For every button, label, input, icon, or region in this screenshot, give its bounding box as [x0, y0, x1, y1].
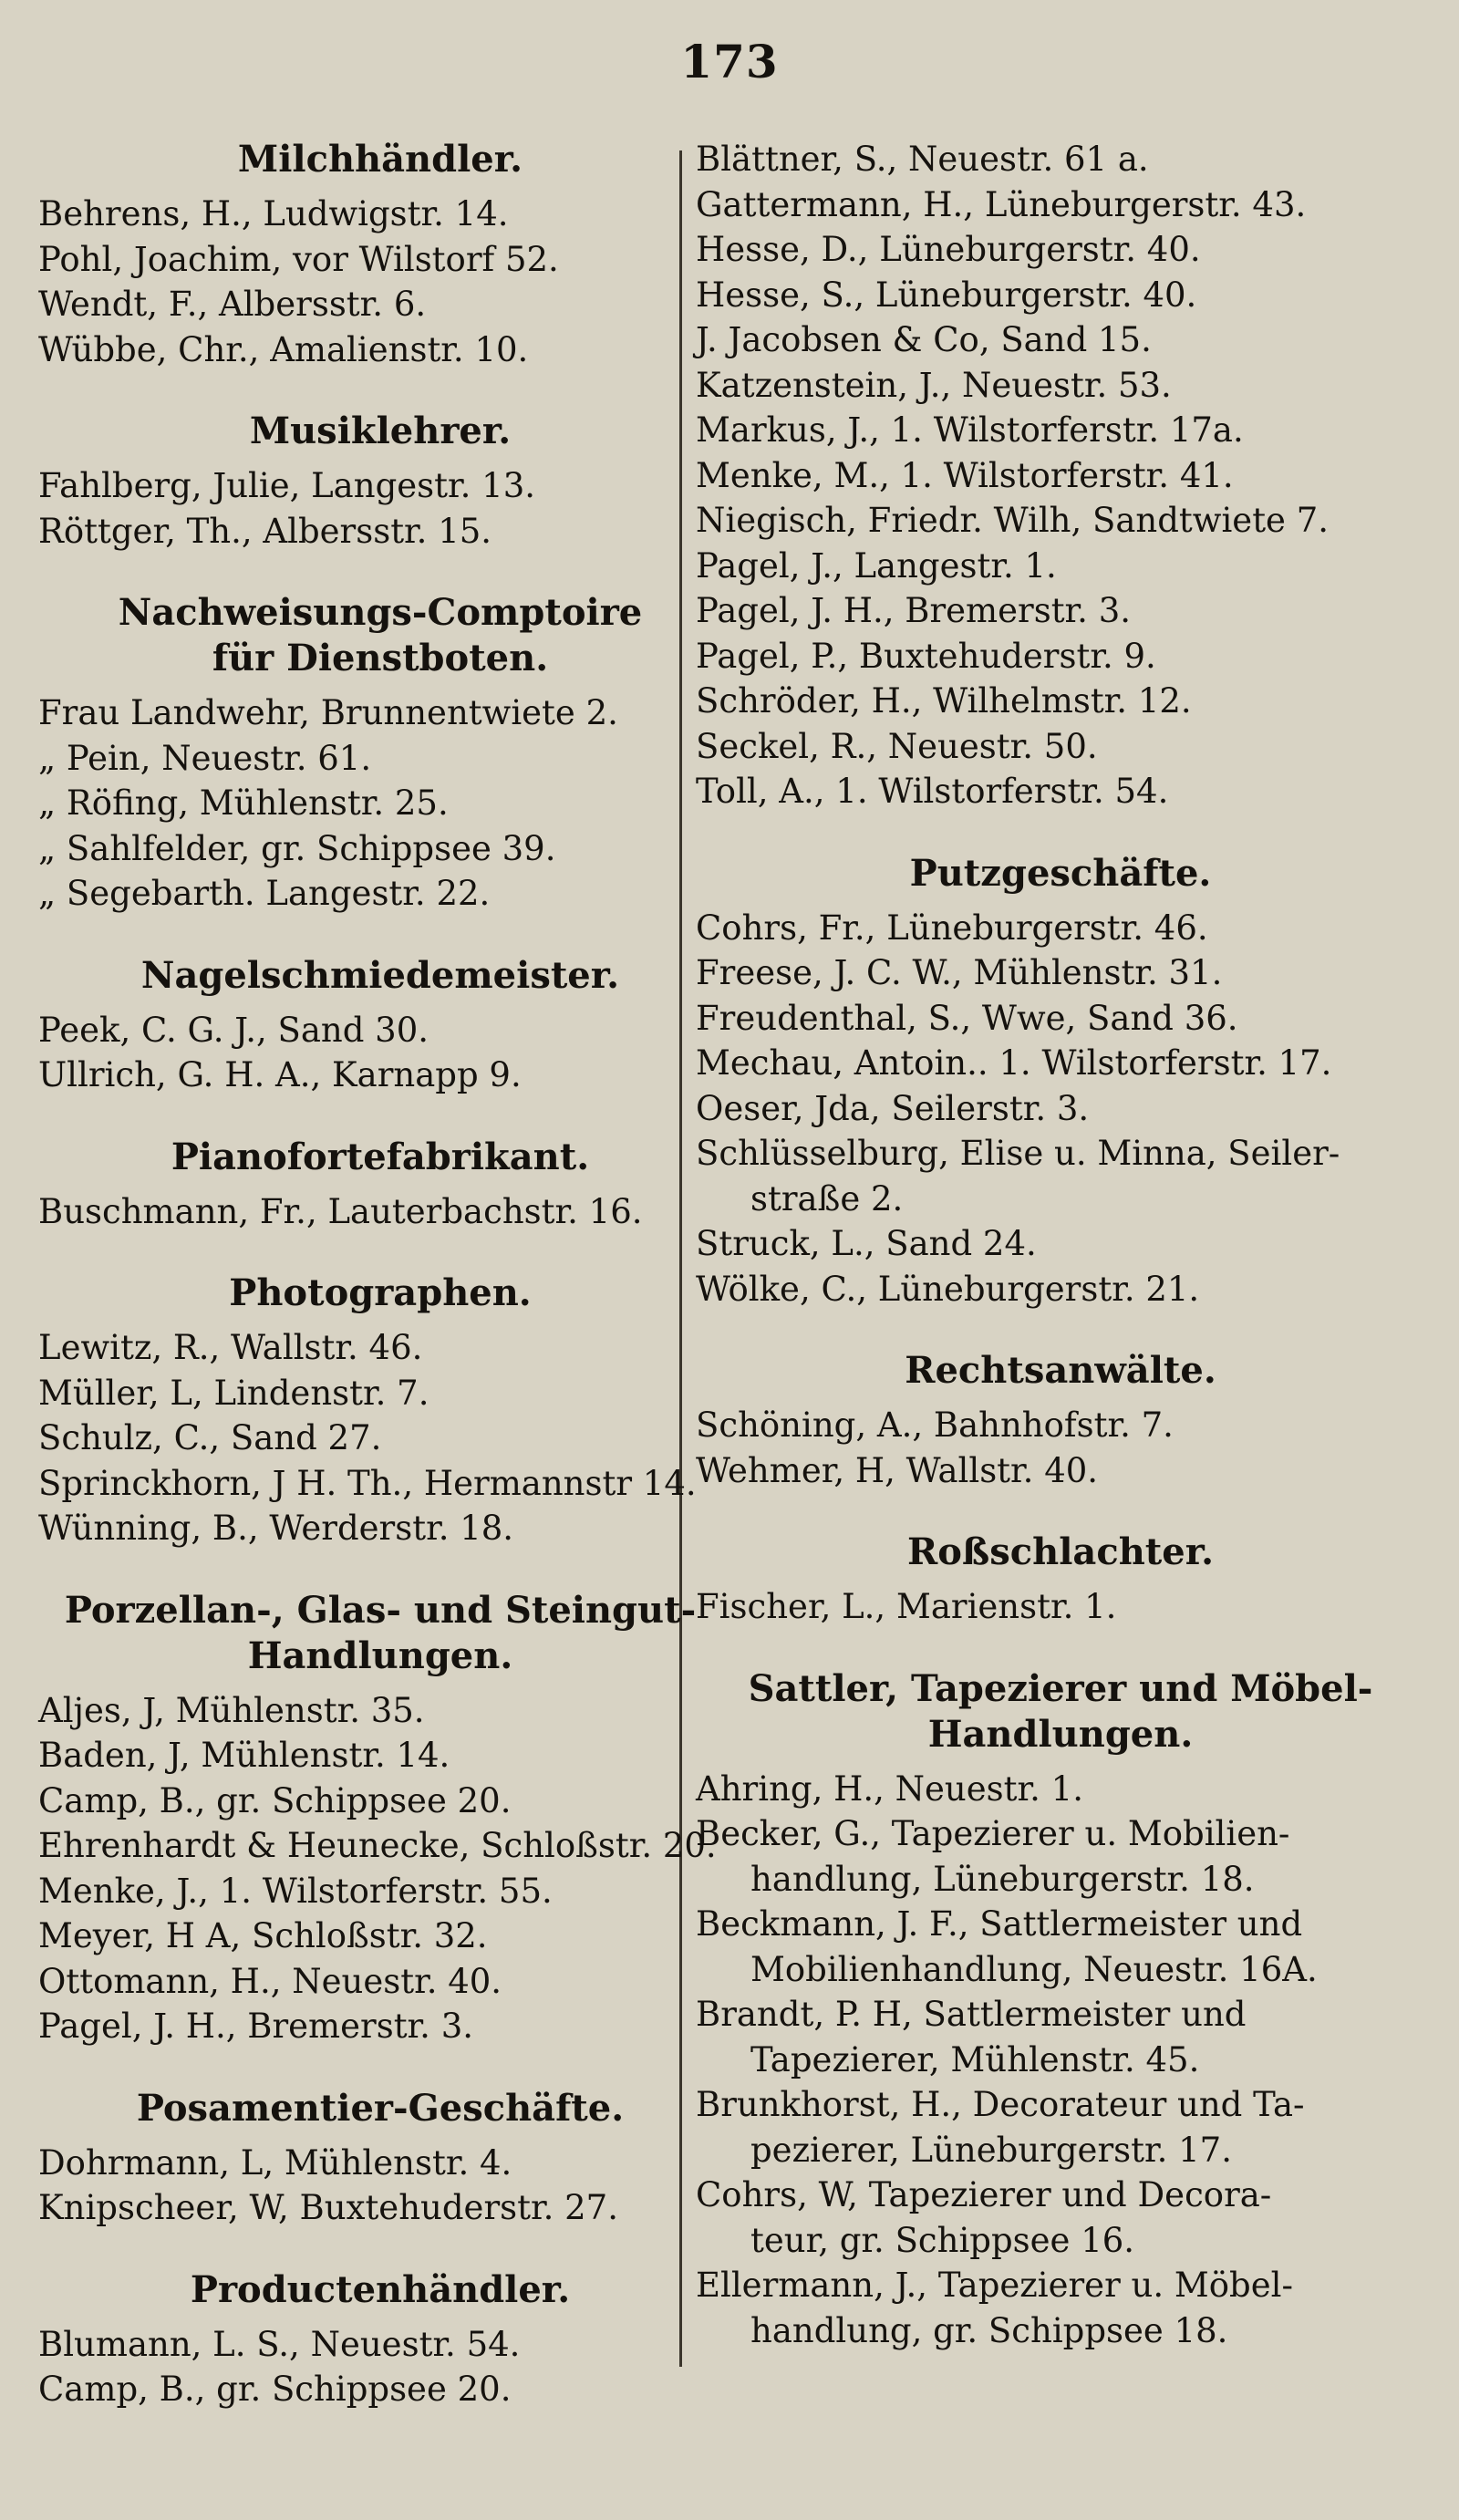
section-heading-line: Pianofortefabrikant.: [171, 1135, 590, 1178]
entry-text: Camp, B., gr. Schippsee 20.: [38, 2370, 512, 2409]
entry-text: Wendt, F., Albersstr. 6.: [38, 285, 427, 324]
directory-entry: [38, 1779, 722, 1824]
entry-text: Freese, J. C. W., Mühlenstr. 31.: [696, 953, 1223, 992]
directory-entry: [38, 1053, 722, 1098]
directory-section: [38, 409, 722, 554]
entry-continuation: straße 2.: [750, 1178, 904, 1219]
entry-text: Gattermann, H., Lüneburgerstr. 43.: [696, 184, 1307, 224]
section-heading-line: Milchhändler.: [237, 138, 523, 181]
entry-text: Pagel, J. H., Bremerstr. 3.: [696, 591, 1132, 630]
section-heading-line: Putzgeschäfte.: [909, 851, 1212, 895]
entry-text: Schlüsselburg, Elise u. Minna, Seiler-: [696, 1134, 1340, 1173]
directory-entry: [696, 1767, 1425, 1812]
directory-entry: [38, 237, 722, 283]
entry-text: Baden, J, Mühlenstr. 14.: [38, 1736, 450, 1775]
entry-continuation: handlung, Lüneburgerstr. 18.: [750, 1859, 1255, 1899]
directory-section: [696, 137, 1425, 814]
entry-text: Menke, M., 1. Wilstorferstr. 41.: [696, 455, 1234, 495]
directory-entry: [696, 1403, 1425, 1448]
directory-entry: [696, 1902, 1425, 1992]
entry-text: Niegisch, Friedr. Wilh, Sandtwiete 7.: [696, 501, 1330, 540]
entry-text: Pagel, J. H., Bremerstr. 3.: [38, 2007, 474, 2046]
directory-entry: [38, 781, 722, 826]
directory-section: [38, 1270, 722, 1551]
entry-continuation: handlung, gr. Schippsee 18.: [750, 2310, 1228, 2350]
entry-text: Wünning, B., Werderstr. 18.: [38, 1509, 514, 1548]
entry-text: Schöning, A., Bahnhofstr. 7.: [696, 1405, 1174, 1445]
section-heading-line: Nachweisungs-Comptoire: [118, 591, 643, 634]
entry-text: Wölke, C., Lüneburgerstr. 21.: [696, 1269, 1200, 1309]
entry-text: J. Jacobsen & Co, Sand 15.: [696, 320, 1152, 359]
directory-entry: [38, 1371, 722, 1416]
entry-text: Camp, B., gr. Schippsee 20.: [38, 1780, 512, 1820]
directory-entry: [696, 408, 1425, 453]
directory-entry: [696, 1131, 1425, 1221]
directory-entry: [696, 453, 1425, 499]
directory-entry: [696, 1041, 1425, 1086]
entry-text: Ottomann, H., Neuestr. 40.: [38, 1961, 502, 2001]
section-heading-line: Nagelschmiedemeister.: [140, 953, 620, 997]
directory-entry: [696, 137, 1425, 182]
directory-entry: [38, 1688, 722, 1734]
directory-entry: [696, 227, 1425, 273]
directory-entry: [38, 1506, 722, 1551]
directory-entry: [696, 588, 1425, 634]
directory-section: [696, 851, 1425, 1312]
entry-text: Schröder, H., Wilhelmstr. 12.: [696, 681, 1192, 721]
directory-entry: [696, 182, 1425, 228]
section-heading-line: Handlungen.: [927, 1712, 1194, 1756]
section-heading-line: Porzellan-, Glas- und Steingut-: [64, 1588, 697, 1632]
directory-section: [38, 137, 722, 372]
directory-entry: [38, 327, 722, 373]
directory-entry: [696, 906, 1425, 951]
directory-entry: [696, 634, 1425, 679]
directory-section: [38, 1135, 722, 1235]
section-heading: [38, 2267, 722, 2313]
directory-entry: [38, 2004, 722, 2049]
directory-entry: [38, 463, 722, 509]
entry-text: Ehrenhardt & Heunecke, Schloßstr. 20.: [38, 1826, 717, 1865]
entry-text: Ullrich, G. H. A., Karnapp 9.: [38, 1055, 522, 1094]
right-column: [696, 137, 1425, 2353]
entry-text: Markus, J., 1. Wilstorferstr. 17a.: [696, 410, 1244, 450]
directory-entry: [38, 1733, 722, 1779]
entry-text: Freudenthal, S., Wwe, Sand 36.: [696, 998, 1238, 1038]
directory-entry: [38, 690, 722, 736]
section-heading-line: Sattler, Tapezierer und Möbel-: [748, 1666, 1373, 1710]
entry-text: Menke, J., 1. Wilstorferstr. 55.: [38, 1871, 553, 1911]
entry-text: Pohl, Joachim, vor Wilstorf 52.: [38, 239, 559, 279]
directory-entry: [38, 1959, 722, 2005]
section-heading: [696, 1666, 1425, 1758]
entry-text: Fahlberg, Julie, Langestr. 13.: [38, 466, 535, 505]
directory-entry: [696, 2173, 1425, 2263]
directory-section: [696, 1348, 1425, 1493]
directory-entry: [696, 1448, 1425, 1494]
directory-entry: [38, 1913, 722, 1959]
directory-entry: [696, 317, 1425, 363]
entry-continuation: Mobilienhandlung, Neuestr. 16A.: [750, 1949, 1318, 1989]
directory-section: [38, 1588, 722, 2049]
directory-entry: [38, 1325, 722, 1371]
entry-continuation: Tapezierer, Mühlenstr. 45.: [750, 2039, 1200, 2079]
directory-entry: [38, 1189, 722, 1235]
directory-entry: [696, 1992, 1425, 2082]
directory-entry: [38, 2185, 722, 2231]
entry-text: Beckmann, J. F., Sattlermeister und: [696, 1904, 1303, 1944]
entry-text: „ Pein, Neuestr. 61.: [38, 738, 372, 778]
section-heading: [38, 137, 722, 182]
section-heading: [38, 590, 722, 681]
entry-text: Cohrs, W, Tapezierer und Decora-: [696, 2175, 1272, 2214]
entry-text: „ Sahlfelder, gr. Schippsee 39.: [38, 828, 556, 868]
section-heading: [696, 1348, 1425, 1394]
directory-entry: [696, 1267, 1425, 1312]
entry-text: Cohrs, Fr., Lüneburgerstr. 46.: [696, 907, 1208, 948]
section-heading: [38, 953, 722, 999]
page-number: 173: [680, 35, 779, 88]
directory-entry: [696, 950, 1425, 996]
directory-entry: [38, 2141, 722, 2186]
entry-continuation: teur, gr. Schippsee 16.: [750, 2220, 1135, 2260]
entry-text: Aljes, J, Mühlenstr. 35.: [38, 1690, 425, 1730]
directory-entry: [38, 1416, 722, 1461]
directory-entry: [696, 498, 1425, 544]
entry-text: Buschmann, Fr., Lauterbachstr. 16.: [38, 1191, 643, 1231]
section-heading: [38, 1270, 722, 1316]
directory-entry: [696, 996, 1425, 1042]
entry-text: Blättner, S., Neuestr. 61 a.: [696, 140, 1149, 179]
entry-text: Dohrmann, L, Mühlenstr. 4.: [38, 2142, 512, 2183]
entry-text: Schulz, C., Sand 27.: [38, 1418, 382, 1457]
entry-text: Toll, A., 1. Wilstorferstr. 54.: [696, 772, 1169, 811]
directory-entry: [696, 1811, 1425, 1902]
directory-entry: [696, 273, 1425, 318]
entry-text: Röttger, Th., Albersstr. 15.: [38, 511, 492, 551]
directory-entry: [38, 2322, 722, 2368]
section-heading: [38, 1588, 722, 1679]
entry-text: Pagel, J., Langestr. 1.: [696, 545, 1057, 586]
directory-entry: [696, 1221, 1425, 1267]
directory-entry: [38, 1461, 722, 1507]
directory-entry: [696, 544, 1425, 589]
entry-text: Fischer, L., Marienstr. 1.: [696, 1587, 1117, 1626]
directory-entry: [38, 1008, 722, 1053]
entry-text: Peek, C. G. J., Sand 30.: [38, 1010, 429, 1050]
entry-text: Becker, G., Tapezierer u. Mobilien-: [696, 1814, 1290, 1853]
directory-entry: [38, 1823, 722, 1869]
directory-entry: [696, 1584, 1425, 1630]
directory-entry: [696, 363, 1425, 409]
section-heading-line: für Dienstboten.: [212, 637, 549, 679]
directory-entry: [38, 192, 722, 237]
directory-entry: [696, 724, 1425, 770]
entry-text: Pagel, P., Buxtehuderstr. 9.: [696, 636, 1156, 676]
entry-text: Blumann, L. S., Neuestr. 54.: [38, 2324, 521, 2364]
directory-entry: [38, 2367, 722, 2412]
entry-text: Hesse, S., Lüneburgerstr. 40.: [696, 275, 1197, 315]
directory-entry: [696, 769, 1425, 814]
entry-text: Meyer, H A, Schloßstr. 32.: [38, 1916, 488, 1955]
directory-entry: [38, 1869, 722, 1914]
entry-text: Müller, L, Lindenstr. 7.: [38, 1373, 429, 1413]
section-heading-line: Roßschlachter.: [906, 1530, 1215, 1573]
entry-text: Oeser, Jda, Seilerstr. 3.: [696, 1088, 1090, 1128]
left-column: [38, 137, 722, 2412]
entry-text: Wübbe, Chr., Amalienstr. 10.: [38, 329, 529, 369]
entry-text: Ellermann, J., Tapezierer u. Möbel-: [696, 2266, 1293, 2305]
directory-entry: [696, 2082, 1425, 2173]
section-heading-line: Musiklehrer.: [249, 410, 512, 452]
directory-entry: [38, 736, 722, 782]
section-heading: [696, 1530, 1425, 1575]
entry-text: Struck, L., Sand 24.: [696, 1224, 1037, 1263]
directory-section: [38, 2086, 722, 2231]
directory-section: [38, 953, 722, 1098]
directory-entry: [38, 871, 722, 917]
directory-section: [696, 1666, 1425, 2354]
entry-text: Frau Landwehr, Brunnentwiete 2.: [38, 693, 618, 732]
entry-text: Hesse, D., Lüneburgerstr. 40.: [696, 230, 1201, 269]
section-heading-line: Productenhändler.: [190, 2267, 571, 2311]
section-heading-line: Posamentier-Geschäfte.: [136, 2086, 625, 2130]
entry-continuation: pezierer, Lüneburgerstr. 17.: [750, 2130, 1232, 2170]
directory-entry: [696, 2263, 1425, 2353]
section-heading: [38, 1135, 722, 1180]
entry-text: Wehmer, H, Wallstr. 40.: [696, 1450, 1099, 1490]
section-heading: [696, 851, 1425, 897]
entry-text: „ Röfing, Mühlenstr. 25.: [38, 783, 449, 823]
entry-text: Katzenstein, J., Neuestr. 53.: [696, 365, 1172, 405]
entry-text: Lewitz, R., Wallstr. 46.: [38, 1328, 423, 1367]
section-heading: [38, 2086, 722, 2131]
directory-entry: [38, 282, 722, 327]
entry-text: Brunkhorst, H., Decorateur und Ta-: [696, 2085, 1305, 2124]
entry-text: Knipscheer, W, Buxtehuderstr. 27.: [38, 2188, 618, 2227]
entry-text: Ahring, H., Neuestr. 1.: [696, 1768, 1083, 1809]
section-heading: [38, 409, 722, 454]
directory-section: [38, 2267, 722, 2412]
entry-text: Brandt, P. H, Sattlermeister und: [696, 1995, 1247, 2034]
entry-text: Behrens, H., Ludwigstr. 14.: [38, 194, 509, 233]
directory-entry: [38, 826, 722, 872]
section-heading-line: Rechtsanwälte.: [905, 1349, 1216, 1392]
directory-entry: [696, 1086, 1425, 1132]
directory-entry: [38, 509, 722, 555]
entry-text: „ Segebarth. Langestr. 22.: [38, 874, 491, 913]
entry-text: Sprinckhorn, J H. Th., Hermannstr 14.: [38, 1463, 697, 1503]
section-heading-line: Handlungen.: [247, 1633, 513, 1677]
directory-entry: [696, 679, 1425, 724]
entry-text: Seckel, R., Neuestr. 50.: [696, 726, 1098, 766]
directory-section: [696, 1530, 1425, 1630]
entry-text: Mechau, Antoin.. 1. Wilstorferstr. 17.: [696, 1043, 1332, 1083]
directory-section: [38, 590, 722, 917]
section-heading-line: Photographen.: [229, 1271, 532, 1314]
